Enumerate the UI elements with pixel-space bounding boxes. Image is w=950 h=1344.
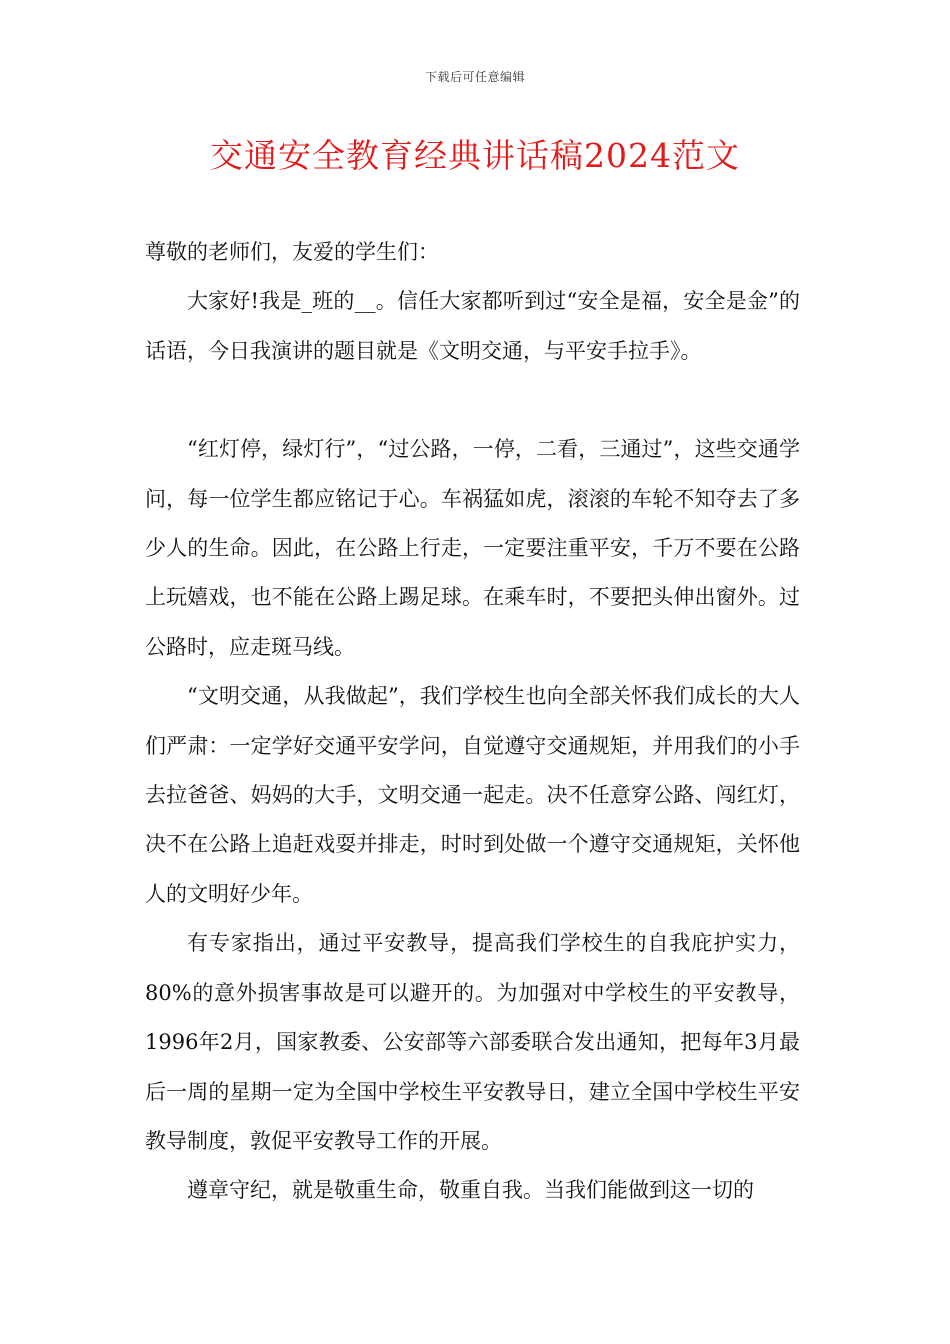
paragraph-3: “文明交通，从我做起”，我们学校生也向全部关怀我们成长的大人们严肃：一定学好交通平安学问，自觉遵守交通规矩，并用我们的小手去拉爸爸、妈妈的大手，文明交通一起走。决不任意穿公路、闯红灯，决不在公路上追赶戏耍并排走，时时到处做一个遵守交通规矩，关怀他人的文明好少年。	[145, 684, 800, 906]
paragraph-5: 遵章守纪，就是敬重生命，敬重自我。当我们能做到这一切的	[187, 1178, 754, 1203]
paragraph-gap	[145, 376, 800, 425]
paragraph-4: 有专家指出，通过平安教导，提高我们学校生的自我庇护实力，80%的意外损害事故是可以避开的。为加强对中学校生的平安教导，1996年2月，国家教委、公安部等六部委联合发出通知，把每年3月最后一周的星期一定为全国中学校生平安教导日，建立全国中学校生平安教导制度，敦促平安教导工作的开展。	[145, 931, 800, 1153]
document-title: 交通安全教育经典讲话稿2024范文	[210, 136, 740, 175]
paragraph-1: 大家好!我是_班的__。信任大家都听到过“安全是福，安全是金”的话语，今日我演讲的题目就是《文明交通，与平安手拉手》。	[145, 289, 800, 363]
paragraph-2: “红灯停，绿灯行”，“过公路，一停，二看，三通过”，这些交通学问，每一位学生都应铭记于心。车祸猛如虎，滚滚的车轮不知夺去了多少人的生命。因此，在公路上行走，一定要注重平安，千万不要在公路上玩嬉戏，也不能在公路上踢足球。在乘车时，不要把头伸出窗外。过公路时，应走斑马线。	[145, 437, 800, 659]
document-body	[145, 228, 800, 1216]
salutation: 尊敬的老师们，友爱的学生们：	[145, 240, 439, 264]
download-note: 下载后可任意编辑	[424, 70, 525, 84]
